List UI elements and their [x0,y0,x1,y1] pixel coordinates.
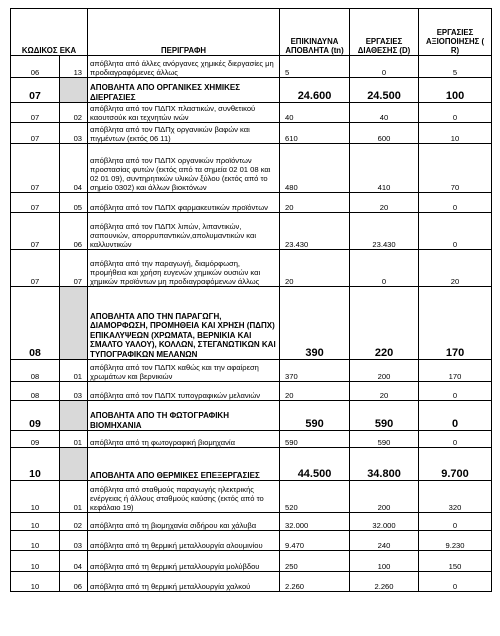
disposal-cell: 24.500 [350,78,419,103]
disposal-cell: 34.800 [350,448,419,481]
code-cell: 07 [11,250,60,287]
header-hazardous: ΕΠΙΚΙΝΔΥΝΑ ΑΠΟΒΛΗΤΑ (tn) [280,9,350,56]
hazardous-cell: 590 [280,431,350,448]
header-code: ΚΩΔΙΚΟΣ ΕΚΑ [11,9,88,56]
hazardous-cell: 370 [280,360,350,382]
code-cell: 08 [11,382,60,401]
subcode-cell: 02 [60,103,88,123]
disposal-cell: 0 [350,250,419,287]
table-row [11,250,492,287]
code-cell: 07 [11,123,60,144]
recovery-cell: 20 [419,250,492,287]
disposal-cell: 20 [350,193,419,213]
subcode-cell: 02 [60,513,88,531]
table-row [11,103,492,123]
subcode-cell: 06 [60,572,88,592]
description-cell: απόβλητα από τη θερμική μεταλλουργία αλουμινίου [88,531,280,551]
hazardous-cell: 250 [280,551,350,572]
table-row [11,360,492,382]
hazardous-cell: 40 [280,103,350,123]
table-row [11,551,492,572]
code-cell: 06 [11,56,60,78]
subcode-cell: 05 [60,193,88,213]
disposal-cell: 600 [350,123,419,144]
hazardous-cell: 480 [280,144,350,193]
recovery-cell: 5 [419,56,492,78]
subcode-cell [60,287,88,360]
subcode-cell: 04 [60,144,88,193]
disposal-cell: 2.260 [350,572,419,592]
disposal-cell: 100 [350,551,419,572]
code-cell: 08 [11,360,60,382]
hazardous-cell: 20 [280,250,350,287]
recovery-cell: 0 [419,382,492,401]
table-section-row [11,448,492,481]
recovery-cell: 0 [419,431,492,448]
waste-table-page [10,8,491,592]
description-cell: απόβλητα από τον ΠΔΠΧ καθώς και την αφαίρεση χρωμάτων και βερνικιών [88,360,280,382]
disposal-cell: 220 [350,287,419,360]
recovery-cell: 0 [419,193,492,213]
description-cell: ΑΠΟΒΛΗΤΑ ΑΠΟ ΤΗ ΦΩΤΟΓΡΑΦΙΚΗ ΒΙΟΜΗΧΑΝΙΑ [88,401,280,431]
header-recovery: ΕΡΓΑΣΙΕΣ ΑΞΙΟΠΟΙΗΣΗΣ ( R) [419,9,492,56]
description-cell: απόβλητα από σταθμούς παραγωγής ηλεκτρικής ενέργειας ή άλλους σταθμούς καύσης (εκτός από το κεφάλαιο 19) [88,481,280,513]
description-cell: απόβλητα από τον ΠΔΠΧ λιπών, λιπαντικών, σαπουνιών, απορρυπαντικών,απολυμαντικών και καλλυντικών [88,213,280,250]
description-cell: ΑΠΟΒΛΗΤΑ ΑΠΟ ΤΗΝ ΠΑΡΑΓΩΓΗ, ΔΙΑΜΟΡΦΩΣΗ, ΠΡΟΜΗΘΕΙΑ ΚΑΙ ΧΡΗΣΗ (ΠΔΠΧ) ΕΠΙΚΑΛΥΨΕΩΝ (ΧΡΩΜΑΤΑ, ΒΕΡΝΙΚΙΑ ΚΑΙ ΣΜΑΛΤΟ ΥΑΛΟΥ), ΚΟΛΛΩΝ, ΣΤΕΓΑΝΩΤΙΚΩΝ ΚΑΙ ΤΥΠΟΓΡΑΦΙΚΩΝ ΜΕΛΑΝΩΝ [88,287,280,360]
recovery-cell: 0 [419,513,492,531]
header-disposal: ΕΡΓΑΣΙΕΣ ΔΙΑΘΕΣΗΣ (D) [350,9,419,56]
recovery-cell: 0 [419,401,492,431]
disposal-cell: 200 [350,481,419,513]
code-cell: 07 [11,144,60,193]
code-cell: 07 [11,213,60,250]
description-cell: ΑΠΟΒΛΗΤΑ ΑΠΟ ΟΡΓΑΝΙΚΕΣ ΧΗΜΙΚΕΣ ΔΙΕΡΓΑΣΙΕΣ [88,78,280,103]
table-row [11,513,492,531]
code-cell: 10 [11,551,60,572]
waste-table [10,8,492,592]
description-cell: απόβλητα από τον ΠΔΠΧ τυπογραφικών μελανιών [88,382,280,401]
code-cell: 07 [11,78,60,103]
disposal-cell: 0 [350,56,419,78]
code-cell: 09 [11,431,60,448]
code-cell: 10 [11,481,60,513]
recovery-cell: 10 [419,123,492,144]
description-cell: απόβλητα από τη φωτογραφική βιομηχανία [88,431,280,448]
subcode-cell: 07 [60,250,88,287]
recovery-cell: 0 [419,572,492,592]
subcode-cell [60,448,88,481]
table-row [11,382,492,401]
disposal-cell: 590 [350,401,419,431]
table-section-row [11,287,492,360]
recovery-cell: 70 [419,144,492,193]
recovery-cell: 0 [419,103,492,123]
table-row [11,144,492,193]
table-row [11,213,492,250]
recovery-cell: 100 [419,78,492,103]
recovery-cell: 170 [419,287,492,360]
disposal-cell: 23.430 [350,213,419,250]
description-cell: απόβλητα από τον ΠΔΠΧ πλαστικών, συνθετικού καουτσούκ και τεχνητών ινών [88,103,280,123]
hazardous-cell: 20 [280,382,350,401]
subcode-cell: 04 [60,551,88,572]
table-row [11,56,492,78]
code-cell: 07 [11,193,60,213]
hazardous-cell: 9.470 [280,531,350,551]
hazardous-cell: 5 [280,56,350,78]
description-cell: απόβλητα από άλλες ανόργανες χημικές διεργασίες μη προδιαγραφόμενες άλλως [88,56,280,78]
hazardous-cell: 44.500 [280,448,350,481]
description-cell: απόβλητα από τη θερμική μεταλλουργία μολύβδου [88,551,280,572]
hazardous-cell: 23.430 [280,213,350,250]
subcode-cell: 01 [60,360,88,382]
disposal-cell: 240 [350,531,419,551]
subcode-cell: 13 [60,56,88,78]
description-cell: απόβλητα από τη βιομηχανία σιδήρου και χάλυβα [88,513,280,531]
hazardous-cell: 24.600 [280,78,350,103]
hazardous-cell: 520 [280,481,350,513]
header-description: ΠΕΡΙΓΡΑΦΗ [88,9,280,56]
code-cell: 09 [11,401,60,431]
code-cell: 10 [11,448,60,481]
disposal-cell: 20 [350,382,419,401]
table-section-row [11,78,492,103]
description-cell: απόβλητα από τον ΠΔΠΧ οργανικών προϊόντων προστασίας φυτών (εκτός από τα σημεία 02 01 08 και 02 01 09), συντηρητικών υλικών ξύλου (εκτός από το σημείο 0302) και άλλων βιοκτόνων [88,144,280,193]
subcode-cell: 06 [60,213,88,250]
subcode-cell [60,401,88,431]
recovery-cell: 170 [419,360,492,382]
hazardous-cell: 590 [280,401,350,431]
code-cell: 08 [11,287,60,360]
description-cell: απόβλητα από τον ΠΔΠχ οργανικών βαφών και πιγμέντων (εκτός 06 11) [88,123,280,144]
recovery-cell: 320 [419,481,492,513]
table-row [11,531,492,551]
description-cell: απόβλητα από τη θερμική μεταλλουργία χαλκού [88,572,280,592]
hazardous-cell: 390 [280,287,350,360]
code-cell: 10 [11,531,60,551]
hazardous-cell: 20 [280,193,350,213]
disposal-cell: 410 [350,144,419,193]
hazardous-cell: 2.260 [280,572,350,592]
subcode-cell: 03 [60,531,88,551]
code-cell: 10 [11,572,60,592]
table-row [11,123,492,144]
description-cell: απόβλητα από την παραγωγή, διαμόρφωση, προμήθεια και χρήση ευγενών χημικών ουσιών και χημικών προϊόντων μη προδιαγραφόμενων άλλως [88,250,280,287]
subcode-cell: 01 [60,481,88,513]
table-row [11,431,492,448]
recovery-cell: 150 [419,551,492,572]
subcode-cell: 03 [60,123,88,144]
hazardous-cell: 610 [280,123,350,144]
disposal-cell: 32.000 [350,513,419,531]
table-row [11,193,492,213]
description-cell: απόβλητα από τον ΠΔΠΧ φαρμακευτικών προϊόντων [88,193,280,213]
table-row [11,572,492,592]
disposal-cell: 200 [350,360,419,382]
code-cell: 07 [11,103,60,123]
disposal-cell: 40 [350,103,419,123]
code-cell: 10 [11,513,60,531]
table-row [11,481,492,513]
disposal-cell: 590 [350,431,419,448]
recovery-cell: 0 [419,213,492,250]
subcode-cell [60,78,88,103]
subcode-cell: 01 [60,431,88,448]
table-section-row [11,401,492,431]
recovery-cell: 9.700 [419,448,492,481]
recovery-cell: 9.230 [419,531,492,551]
table-header-row [11,9,492,56]
hazardous-cell: 32.000 [280,513,350,531]
description-cell: ΑΠΟΒΛΗΤΑ ΑΠΟ ΘΕΡΜΙΚΕΣ ΕΠΕΞΕΡΓΑΣΙΕΣ [88,448,280,481]
subcode-cell: 03 [60,382,88,401]
